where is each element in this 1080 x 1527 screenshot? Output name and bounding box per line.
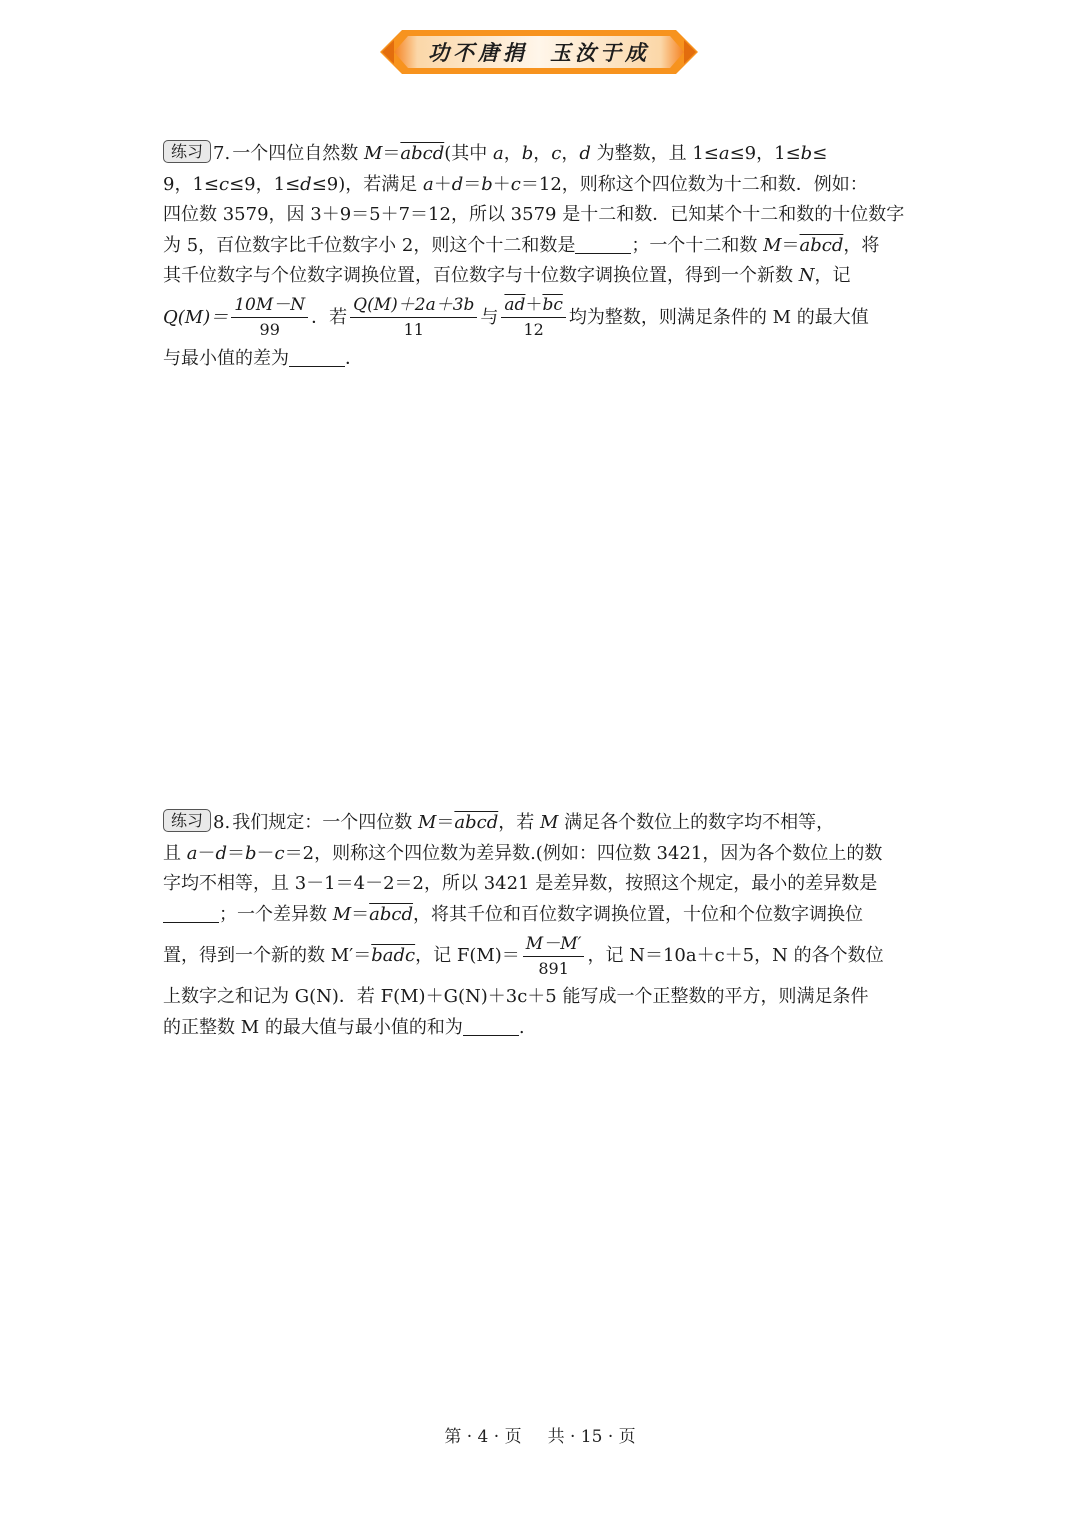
fraction-q bbox=[231, 295, 308, 340]
text: ≤9，1≤ bbox=[729, 143, 801, 164]
text: 置，得到一个新的数 M′＝ bbox=[163, 945, 372, 966]
text: ， bbox=[533, 143, 552, 164]
var: c bbox=[219, 173, 230, 195]
text: . bbox=[518, 1016, 525, 1038]
var: a bbox=[422, 173, 434, 195]
text: 为 5，百位数字比千位数字小 2，则这个十二和数是 bbox=[163, 234, 576, 256]
overline-number: $\overline{bc}$ bbox=[542, 295, 563, 315]
p7-line-last bbox=[163, 344, 919, 375]
text: 的正整数 M 的最大值与最小值的和为 bbox=[163, 1016, 463, 1038]
p7-line-1 bbox=[163, 139, 919, 170]
denominator: 11 bbox=[403, 320, 424, 339]
var: b bbox=[481, 173, 493, 195]
text: (其中 bbox=[444, 143, 493, 164]
text: ≤ bbox=[812, 143, 828, 164]
fraction-condition-2 bbox=[501, 295, 565, 340]
var: d bbox=[451, 173, 464, 195]
text: ＋ bbox=[492, 173, 511, 195]
var: M bbox=[539, 812, 559, 833]
text: － bbox=[256, 842, 275, 864]
text: ≤9，1≤ bbox=[229, 173, 301, 195]
text: 一个四位自然数 bbox=[232, 143, 364, 164]
text: 为整数，且 1≤ bbox=[590, 143, 719, 164]
p7-line-2 bbox=[163, 170, 919, 201]
text: ，将 bbox=[843, 234, 880, 256]
page-footer bbox=[0, 1422, 1080, 1447]
overline-number: abcd bbox=[454, 812, 499, 833]
text: ，记 F(M)＝ bbox=[415, 945, 520, 966]
q-label: Q(M)＝ bbox=[163, 306, 229, 328]
text: － bbox=[197, 842, 216, 864]
p7-line-3 bbox=[163, 200, 919, 231]
text: 我们规定：一个四位数 bbox=[232, 812, 418, 833]
p8-line-3 bbox=[163, 869, 919, 900]
var: d bbox=[215, 842, 227, 864]
denominator: 891 bbox=[538, 958, 569, 978]
header-banner bbox=[380, 30, 698, 74]
text: ，将其千位和百位数字调换位置，十位和个位数字调换位 bbox=[413, 903, 864, 925]
var: M bbox=[332, 903, 352, 925]
var: a bbox=[492, 143, 504, 164]
exercise-number: 8. bbox=[213, 812, 231, 833]
text: ；一个差异数 bbox=[219, 903, 333, 925]
motto-right: 玉汝于成 bbox=[550, 41, 650, 65]
page-number: 第 · 4 · 页 bbox=[444, 1427, 522, 1447]
text: ． bbox=[345, 347, 363, 369]
var: b bbox=[521, 143, 534, 164]
text: 其千位数字与个位数字调换位置，百位数字与十位数字调换位置，得到一个新数 bbox=[163, 265, 799, 286]
text: ≤9)，若满足 bbox=[311, 173, 423, 195]
p8-formula-line bbox=[163, 930, 919, 982]
p8-line-1 bbox=[163, 808, 919, 839]
text: 与最小值的差为 bbox=[163, 347, 289, 369]
denominator: 99 bbox=[259, 320, 280, 339]
text: ， bbox=[503, 143, 522, 164]
exercise-number: 7. bbox=[213, 143, 231, 164]
text: ；一个十二和数 bbox=[631, 234, 764, 256]
text: 上数字之和记为 G(N)．若 F(M)＋G(N)＋3c＋5 能写成一个正整数的平方，则满足条件 bbox=[163, 986, 869, 1007]
overline-number: abcd bbox=[400, 143, 445, 164]
text: 9，1≤ bbox=[163, 173, 219, 195]
text: ＝ bbox=[781, 234, 800, 256]
numerator: M－M′ bbox=[523, 934, 585, 957]
var: b bbox=[800, 143, 813, 164]
var: b bbox=[245, 842, 257, 864]
p8-line-7 bbox=[163, 1013, 919, 1044]
text: 满足各个数位上的数字均不相等， bbox=[558, 812, 835, 833]
var: M bbox=[417, 812, 437, 833]
exercise-8 bbox=[163, 808, 919, 1043]
var: a bbox=[186, 842, 198, 864]
p7-line-5 bbox=[163, 261, 919, 292]
text: ＝ bbox=[351, 903, 370, 925]
text: ＋ bbox=[525, 295, 543, 315]
p8-line-4 bbox=[163, 900, 919, 931]
p7-line-4 bbox=[163, 231, 919, 262]
total-pages: 共 · 15 · 页 bbox=[547, 1427, 636, 1447]
var: M bbox=[763, 234, 782, 256]
text: 与 bbox=[480, 306, 499, 328]
var: c bbox=[274, 842, 285, 864]
text: ＝ bbox=[382, 143, 401, 164]
overline-number: abcd bbox=[799, 234, 844, 256]
numerator: 10M－N bbox=[231, 295, 308, 318]
denominator: 12 bbox=[523, 320, 544, 339]
fraction-condition-1 bbox=[350, 295, 477, 340]
text: 且 bbox=[163, 842, 187, 864]
text: ＝ bbox=[436, 812, 455, 833]
p8-line-6 bbox=[163, 982, 919, 1013]
text: ＝2，则称这个四位数为差异数.(例如：四位数 3421，因为各个数位上的数 bbox=[284, 842, 883, 864]
header-motto bbox=[380, 30, 698, 74]
exercise-tag: 练习 bbox=[163, 809, 211, 832]
text: ＋ bbox=[433, 173, 452, 195]
exercise-7 bbox=[163, 139, 919, 374]
numerator bbox=[501, 295, 565, 318]
motto-left: 功不唐捐 bbox=[428, 41, 528, 65]
p7-formula-line bbox=[163, 292, 919, 344]
exercise-tag: 练习 bbox=[163, 140, 211, 163]
text: ＝12，则称这个四位数为十二和数．例如： bbox=[520, 173, 868, 195]
overline-number: abcd bbox=[369, 903, 414, 925]
text: 四位数 3579，因 3＋9＝5＋7＝12，所以 3579 是十二和数．已知某个十二和数的十位数字 bbox=[163, 204, 905, 225]
fraction-f bbox=[523, 934, 585, 979]
var: d bbox=[300, 173, 312, 195]
text: 均为整数，则满足条件的 M 的最大值 bbox=[568, 306, 869, 328]
p8-line-2 bbox=[163, 839, 919, 870]
answer-blank[interactable] bbox=[463, 1017, 519, 1036]
text: 字均不相等，且 3－1＝4－2＝2，所以 3421 是差异数，按照这个规定，最小的差异数是 bbox=[163, 873, 878, 894]
text: ， bbox=[561, 143, 580, 164]
text: ，记 N＝10a＋c＋5，N 的各个数位 bbox=[587, 945, 884, 966]
answer-blank[interactable] bbox=[163, 904, 219, 923]
var: c bbox=[551, 143, 562, 164]
text: ＝ bbox=[463, 173, 482, 195]
numerator: Q(M)＋2a＋3b bbox=[350, 295, 477, 318]
text: ．若 bbox=[311, 306, 348, 328]
var: a bbox=[718, 143, 730, 164]
var: N bbox=[798, 265, 815, 286]
overline-number: $\overline{ad}$ bbox=[504, 295, 526, 315]
var: c bbox=[510, 173, 521, 195]
var: d bbox=[579, 143, 591, 164]
var: M bbox=[363, 143, 383, 164]
text: ，记 bbox=[814, 265, 851, 286]
overline-number: badc bbox=[371, 945, 416, 966]
answer-blank[interactable] bbox=[289, 348, 345, 367]
text: ＝ bbox=[227, 842, 245, 864]
answer-blank[interactable] bbox=[575, 235, 631, 254]
text: ，若 bbox=[498, 812, 540, 833]
